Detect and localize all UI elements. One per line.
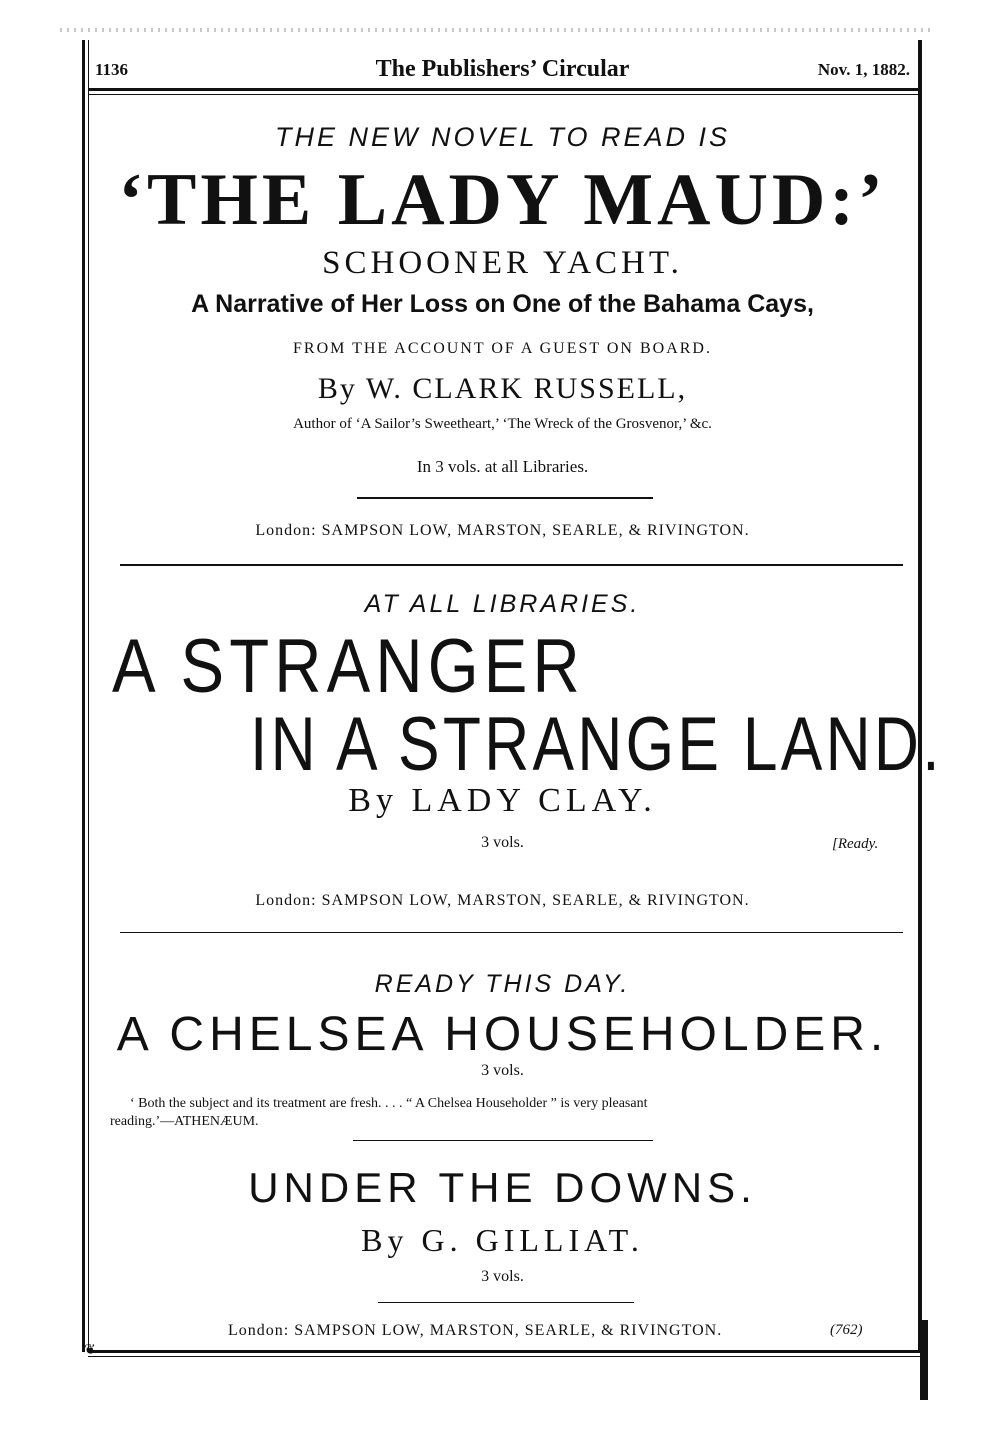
- right-border: [918, 40, 922, 1352]
- ad3-review-line1: ‘ Both the subject and its treatment are fresh. . . . “ A Chelsea Householder ” is very pleasant: [130, 1096, 648, 1111]
- ad3-review-line2: reading.’—ATHENÆUM.: [110, 1114, 259, 1129]
- ad1-subtitle: SCHOONER YACHT.: [322, 245, 683, 281]
- left-border-inner: [88, 40, 89, 1352]
- issue-date: Nov. 1, 1882.: [817, 60, 910, 79]
- header-rule: [88, 88, 918, 91]
- ornament-icon: ❦: [84, 1343, 96, 1358]
- ad1-divider: [357, 497, 653, 499]
- ad3-title: A CHELSEA HOUSEHOLDER.: [116, 1008, 889, 1061]
- ad4-code: (762): [830, 1322, 863, 1338]
- ad3-kicker: READY THIS DAY.: [374, 970, 631, 998]
- ad1-tagline: A Narrative of Her Loss on One of the Bahama Cays,: [191, 290, 814, 318]
- ad1-source: FROM THE ACCOUNT OF A GUEST ON BOARD.: [293, 340, 712, 357]
- ad1-publisher: London: SAMPSON LOW, MARSTON, SEARLE, & RIVINGTON.: [255, 522, 750, 539]
- ad4-title: UNDER THE DOWNS.: [248, 1164, 757, 1211]
- ad4-divider: [378, 1302, 634, 1303]
- ad1-byline: By W. CLARK RUSSELL,: [317, 372, 688, 405]
- ad3-volumes: 3 vols.: [481, 1062, 524, 1079]
- footer-rule: [88, 1350, 920, 1353]
- left-border: [82, 40, 85, 1352]
- ad2-status: [Ready.: [832, 836, 879, 852]
- ad2-bottom-rule: [120, 932, 903, 933]
- footer-rule-thin: [88, 1356, 920, 1357]
- top-edge-speckle: [60, 28, 930, 32]
- ad3-divider: [353, 1140, 653, 1141]
- ad2-byline: By LADY CLAY.: [348, 782, 657, 819]
- journal-title: The Publishers’ Circular: [375, 56, 630, 82]
- page-number: 1136: [95, 60, 129, 79]
- ad2-volumes: 3 vols.: [481, 834, 524, 851]
- ad4-publisher: London: SAMPSON LOW, MARSTON, SEARLE, & RIVINGTON.: [228, 1322, 723, 1339]
- header-rule-thin: [88, 94, 918, 95]
- ad4-byline: By G. GILLIAT.: [361, 1222, 644, 1258]
- ad2-title-line2: [250, 702, 987, 788]
- ad2-kicker: AT ALL LIBRARIES.: [364, 590, 641, 618]
- ad1-title: ‘THE LADY MAUD:’: [118, 159, 887, 241]
- ad1-availability: In 3 vols. at all Libraries.: [416, 457, 589, 476]
- ad2-publisher: London: SAMPSON LOW, MARSTON, SEARLE, & RIVINGTON.: [255, 892, 750, 909]
- ad2-title-line2-text: IN A STRANGE LAND.: [250, 702, 943, 787]
- ad4-volumes: 3 vols.: [481, 1268, 524, 1285]
- right-border-bar: [920, 1320, 928, 1400]
- running-header: [95, 56, 910, 86]
- ad1-kicker: THE NEW NOVEL TO READ IS: [274, 122, 731, 152]
- ad2-title-line1: [112, 624, 662, 710]
- ad2-title-line1-text: A STRANGER: [112, 624, 585, 709]
- ad1-bottom-rule: [120, 564, 903, 566]
- ad1-author-note: Author of ‘A Sailor’s Sweetheart,’ ‘The Wreck of the Grosvenor,’ &c.: [293, 416, 712, 432]
